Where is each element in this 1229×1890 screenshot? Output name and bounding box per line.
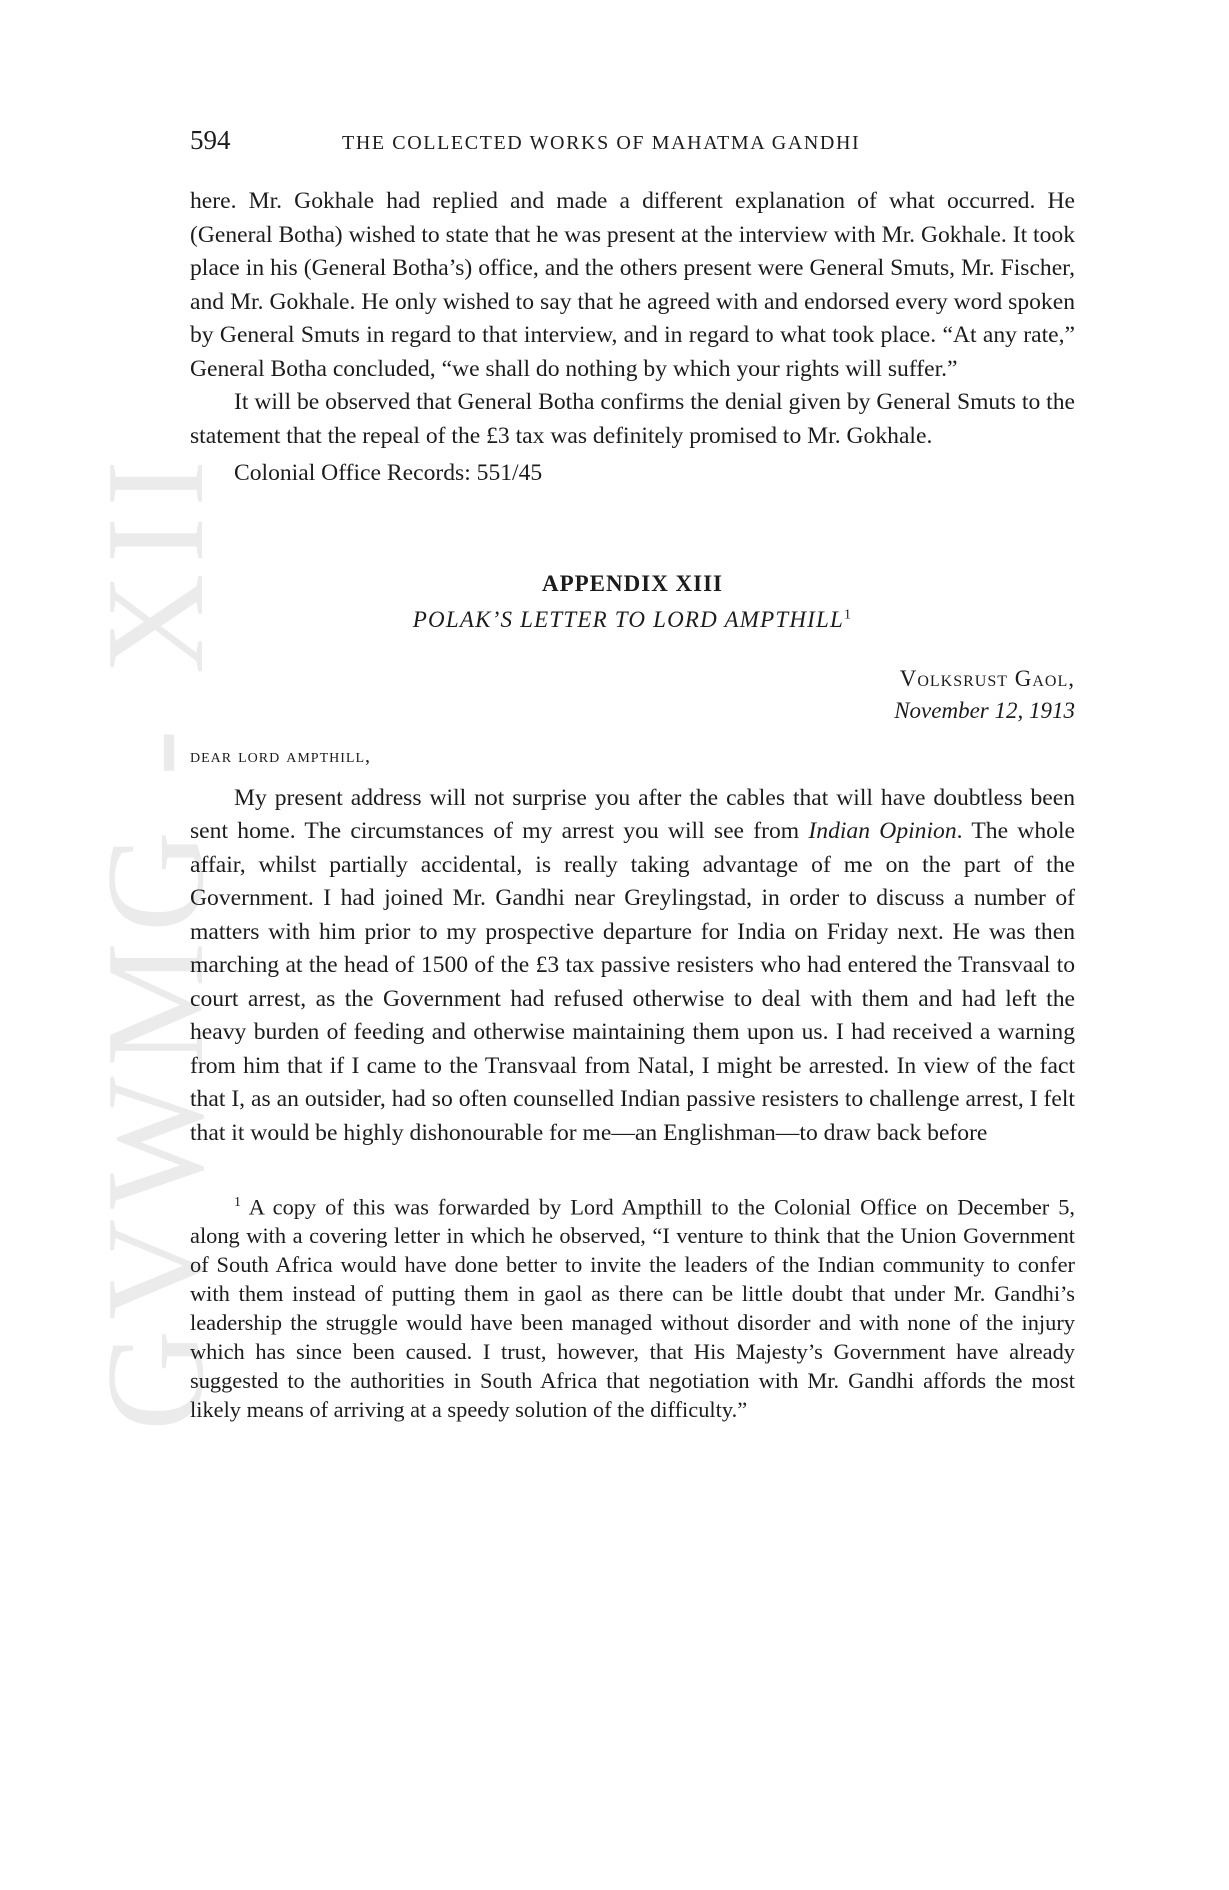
- letter-place: Volksrust Gaol,: [899, 665, 1075, 691]
- letter-salutation: dear lord ampthill,: [190, 744, 371, 767]
- newspaper-title: Indian Opinion: [808, 818, 957, 844]
- running-head: [190, 125, 1075, 165]
- footnote-marker: 1: [234, 1195, 241, 1210]
- appendix-heading: APPENDIX XIII: [541, 570, 724, 596]
- appendix-subtitle: [190, 607, 1075, 633]
- page: [190, 125, 1075, 1424]
- footnote-text: A copy of this was forwarded by Lord Ampthill to the Colonial Office on December 5, along with a covering letter in which he observed, “I venture to think that the Union Government of South Africa would have done better to invite the leaders of the Indian community to confer with them instead of putting them in gaol as there can be little doubt that under Mr. Gandhi’s leadership the struggle would have been managed without disorder and with none of the injury which has since been caused. I trust, however, that His Majesty’s Government have already suggested to the authorities in South Africa that negotiation with Mr. Gandhi affords the most likely means of arriving at a speedy solution of the difficulty.”: [190, 1194, 1075, 1423]
- letter-date: November 12, 1913: [894, 697, 1075, 723]
- footnote: [190, 1188, 1075, 1424]
- source-citation: Colonial Office Records: 551/45: [234, 460, 543, 486]
- watermark-text: GVWMG - XII: [77, 449, 233, 1431]
- page-number: 594: [190, 125, 231, 155]
- running-title: THE COLLECTED WORKS OF MAHATMA GANDHI: [342, 132, 861, 154]
- letter-body-rest: . The whole affair, whilst partially accidental, is really taking advantage of me on the part of the Government. I had joined Mr. Gandhi near Greylingstad, in order to discuss a number of matters with him prior to my prospective departure for India on Friday next. He was then marching at the head of 1500 of the £3 tax passive resisters who had entered the Transvaal to court arrest, as the Government had refused otherwise to deal with them and had left the heavy burden of feeding and otherwise maintaining them upon us. I had received a warning from him that if I came to the Transvaal from Natal, I might be arrested. In view of the fact that I, as an outsider, had so often counselled Indian passive resisters to challenge arrest, I felt that it would be highly dishonourable for me—an Englishman—to draw back before: [190, 818, 1075, 1146]
- continuation-paragraph: here. Mr. Gokhale had replied and made a different explanation of what occurred. He (General Botha) wished to state that he was present at the interview with Mr. Gokhale. It took place in his (General Botha’s) office, and the others present were General Smuts, Mr. Fischer, and Mr. Gokhale. He only wished to say that he agreed with and endorsed every word spoken by General Smuts in regard to that interview, and in regard to what took place. “At any rate,” General Botha concluded, “we shall do nothing by which your rights will suffer.”: [190, 188, 1075, 382]
- letter-body: [190, 782, 1075, 1151]
- observation-paragraph: It will be observed that General Botha confirms the denial given by General Smuts to the statement that the repeal of the £3 tax was definitely promised to Mr. Gokhale.: [190, 389, 1075, 449]
- letter-address: [190, 663, 1075, 727]
- appendix-subtitle-text: POLAK’S LETTER TO LORD AMPTHILL: [412, 606, 845, 632]
- footnote-reference: 1: [844, 606, 853, 622]
- letter-body-start: My present address will not surprise you after the cables that will have doubtless been sent home. The circumstances of my arrest you will see from: [190, 784, 1075, 844]
